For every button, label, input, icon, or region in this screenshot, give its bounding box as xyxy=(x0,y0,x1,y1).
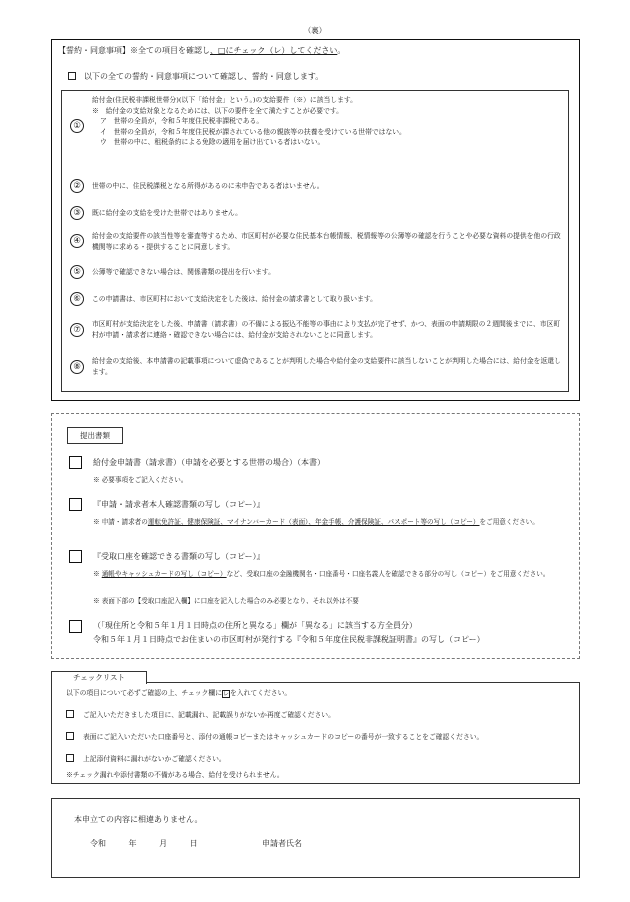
checklist-section xyxy=(51,682,580,784)
oath-item-1-line-2: ※ 給付金の支給対象となるためには、以下の要件を全て満たすことが必要です。 xyxy=(92,106,343,115)
doc-3-note-2: ※ 表面下部の【受取口座記入欄】に口座を記入した場合のみ必要となり、それ以外は不要 xyxy=(93,597,359,605)
oath-item-1-line-1: 給付金(住民税非課税世帯分)(以下「給付金」という。)の支給要件（※）に該当します。 xyxy=(92,96,357,104)
doc-2-note xyxy=(93,517,565,527)
page-side-label: （裏） xyxy=(303,26,327,35)
doc-1-note: ※ 必要事項をご記入ください。 xyxy=(93,476,188,484)
date-year[interactable]: 年 xyxy=(128,839,137,848)
checklist-tab: チェックリスト xyxy=(51,671,147,684)
doc-4-checkbox[interactable] xyxy=(69,620,82,633)
oath-item-3-text: 既に給付金の支給を受けた世帯ではありません。 xyxy=(92,209,242,217)
checklist-intro-check-mark: レ xyxy=(223,691,230,698)
doc-3-note-prefix: ※ xyxy=(93,570,102,578)
declaration-date xyxy=(90,838,218,850)
checklist-footnote: ※チェック漏れや添付書類の不備がある場合、給付を受けられません。 xyxy=(66,771,284,779)
oath-item-7-number: ⑦ xyxy=(70,323,84,337)
oath-item-8-number: ⑧ xyxy=(70,360,84,374)
checklist-item-3-checkbox[interactable] xyxy=(66,754,74,762)
oath-item-6-text: この申請書は、市区町村において支給決定をした後は、給付金の請求書として取り扱います。 xyxy=(92,295,377,303)
doc-3-heading: 『受取口座を確認できる書類の写し（コピー）』 xyxy=(93,552,265,561)
oath-section xyxy=(51,39,580,401)
date-era: 令和 xyxy=(90,839,106,848)
doc-3-note-suffix: など、受取口座の金融機関名・口座番号・口座名義人を確認できる部分の写し（コピー）をご用意ください。 xyxy=(226,570,550,578)
oath-agree-checkbox[interactable] xyxy=(68,72,76,80)
date-month[interactable]: 月 xyxy=(159,839,168,848)
oath-item-6-number: ⑥ xyxy=(70,292,84,306)
oath-item-4-number: ④ xyxy=(70,234,84,248)
oath-agree-row[interactable] xyxy=(68,71,323,83)
oath-title-underlined: 、□にチェック（レ）してください xyxy=(210,46,338,55)
checklist-intro xyxy=(66,689,291,699)
checklist-item-1-label: ご記入いただきました項目に、記載漏れ、記載誤りがないか再度ご確認ください。 xyxy=(83,711,335,719)
oath-item-1-number: ① xyxy=(70,119,84,133)
declaration-text: 本申立ての内容に相違ありません。 xyxy=(74,815,203,824)
oath-title-prefix: 【誓約・同意事項】※全ての項目を確認し xyxy=(58,46,210,55)
oath-item-4-text: 給付金の支給要件の該当性等を審査等するため、市区町村が必要な住民基本台帳情報、税情報等の公簿等の確認を行うことや必要な資料の提供を他の行政機関等に求める・提供することに同意します。 xyxy=(92,232,561,251)
doc-2-note-underlined: 運転免許証、健康保険証、マイナンバーカード（表面）、年金手帳、介護保険証、パスポート等の写し（コピー） xyxy=(147,518,480,526)
oath-item-8-text: 給付金の支給後、本申請書の記載事項について虚偽であることが判明した場合や給付金の支給要件に該当しないことが判明した場合には、給付金を返還します。 xyxy=(92,357,561,376)
oath-item-5-text: 公簿等で確認できない場合は、関係書類の提出を行います。 xyxy=(92,268,275,276)
oath-item-2-text: 世帯の中に、住民税課税となる所得があるのに未申告である者はいません。 xyxy=(92,182,324,190)
checklist-item-1[interactable] xyxy=(66,710,335,721)
doc-2-heading: 『申請・請求者本人確認書類の写し（コピー）』 xyxy=(93,500,265,509)
checklist-item-2-label: 表面にご記入いただいた口座番号と、添付の通帳コピーまたはキャッシュカードのコピーの番号が一致することをご確認ください。 xyxy=(83,733,484,741)
oath-item-1-text xyxy=(92,95,566,148)
checklist-item-3[interactable] xyxy=(66,754,226,765)
oath-item-1-sub-b: イ 世帯の全員が，令和５年度住民税が課されている他の親族等の扶養を受けている世帯ではない。 xyxy=(100,127,406,136)
checklist-intro-suffix: を入れてください。 xyxy=(230,689,292,697)
doc-1-checkbox[interactable] xyxy=(69,456,82,469)
checklist-item-1-checkbox[interactable] xyxy=(66,710,74,718)
oath-title xyxy=(58,45,345,57)
doc-2-note-prefix: ※ 申請・請求者の xyxy=(93,518,148,526)
doc-4-heading: （「現住所と令和５年１月１日時点の住所と異なる」欄が「異なる」に該当する方全員分） xyxy=(93,621,417,630)
checklist-item-2[interactable] xyxy=(66,732,483,743)
oath-item-3-number: ③ xyxy=(70,206,84,220)
oath-item-5-number: ⑤ xyxy=(70,265,84,279)
checklist-item-2-checkbox[interactable] xyxy=(66,732,74,740)
documents-tag: 提出書類 xyxy=(67,427,123,444)
documents-section xyxy=(51,413,580,659)
doc-1-heading: 給付金申請書（請求書）（申請を必要とする世帯の場合）（本書） xyxy=(93,458,325,467)
doc-2-note-suffix: をご用意ください。 xyxy=(479,518,539,526)
applicant-name-label: 申請者氏名 xyxy=(262,839,302,848)
oath-title-suffix: 。 xyxy=(337,46,346,55)
checklist-item-3-label: 上記添付資料に漏れがないかご確認ください。 xyxy=(83,755,226,763)
oath-agree-label: 以下の全ての誓約・同意事項について確認し、誓約・同意します。 xyxy=(84,72,324,81)
date-day[interactable]: 日 xyxy=(189,839,198,848)
doc-4-heading-2: 令和５年１月１日時点でお住まいの市区町村が発行する『令和５年度住民税非課税証明書』の写し（コピー） xyxy=(93,635,485,644)
checklist-intro-prefix: 以下の項目について必ずご確認の上、チェック欄に xyxy=(66,689,222,697)
doc-2-checkbox[interactable] xyxy=(69,498,82,511)
declaration-section xyxy=(51,798,580,878)
oath-item-2-number: ② xyxy=(70,179,84,193)
oath-items-box xyxy=(61,90,569,392)
oath-item-1-sub-c: ウ 世帯の中に、租税条約による免除の適用を届け出ている者はいない。 xyxy=(100,138,325,147)
doc-3-note-underlined: 通帳やキャッシュカードの写し（コピー） xyxy=(101,570,227,578)
doc-3-checkbox[interactable] xyxy=(69,550,82,563)
oath-item-1-sub-a: ア 世帯の全員が，令和５年度住民税非課税である。 xyxy=(100,117,264,126)
oath-item-7-text: 市区町村が支給決定をした後、申請書（請求書）の不備による振込不能等の事由により支払が完了せず、かつ、表面の申請期限の２週間後までに、市区町村が申請・請求者に連絡・確認できない場合には、給付金が支給されないことに同意します。 xyxy=(92,320,561,339)
doc-3-note xyxy=(93,569,565,579)
